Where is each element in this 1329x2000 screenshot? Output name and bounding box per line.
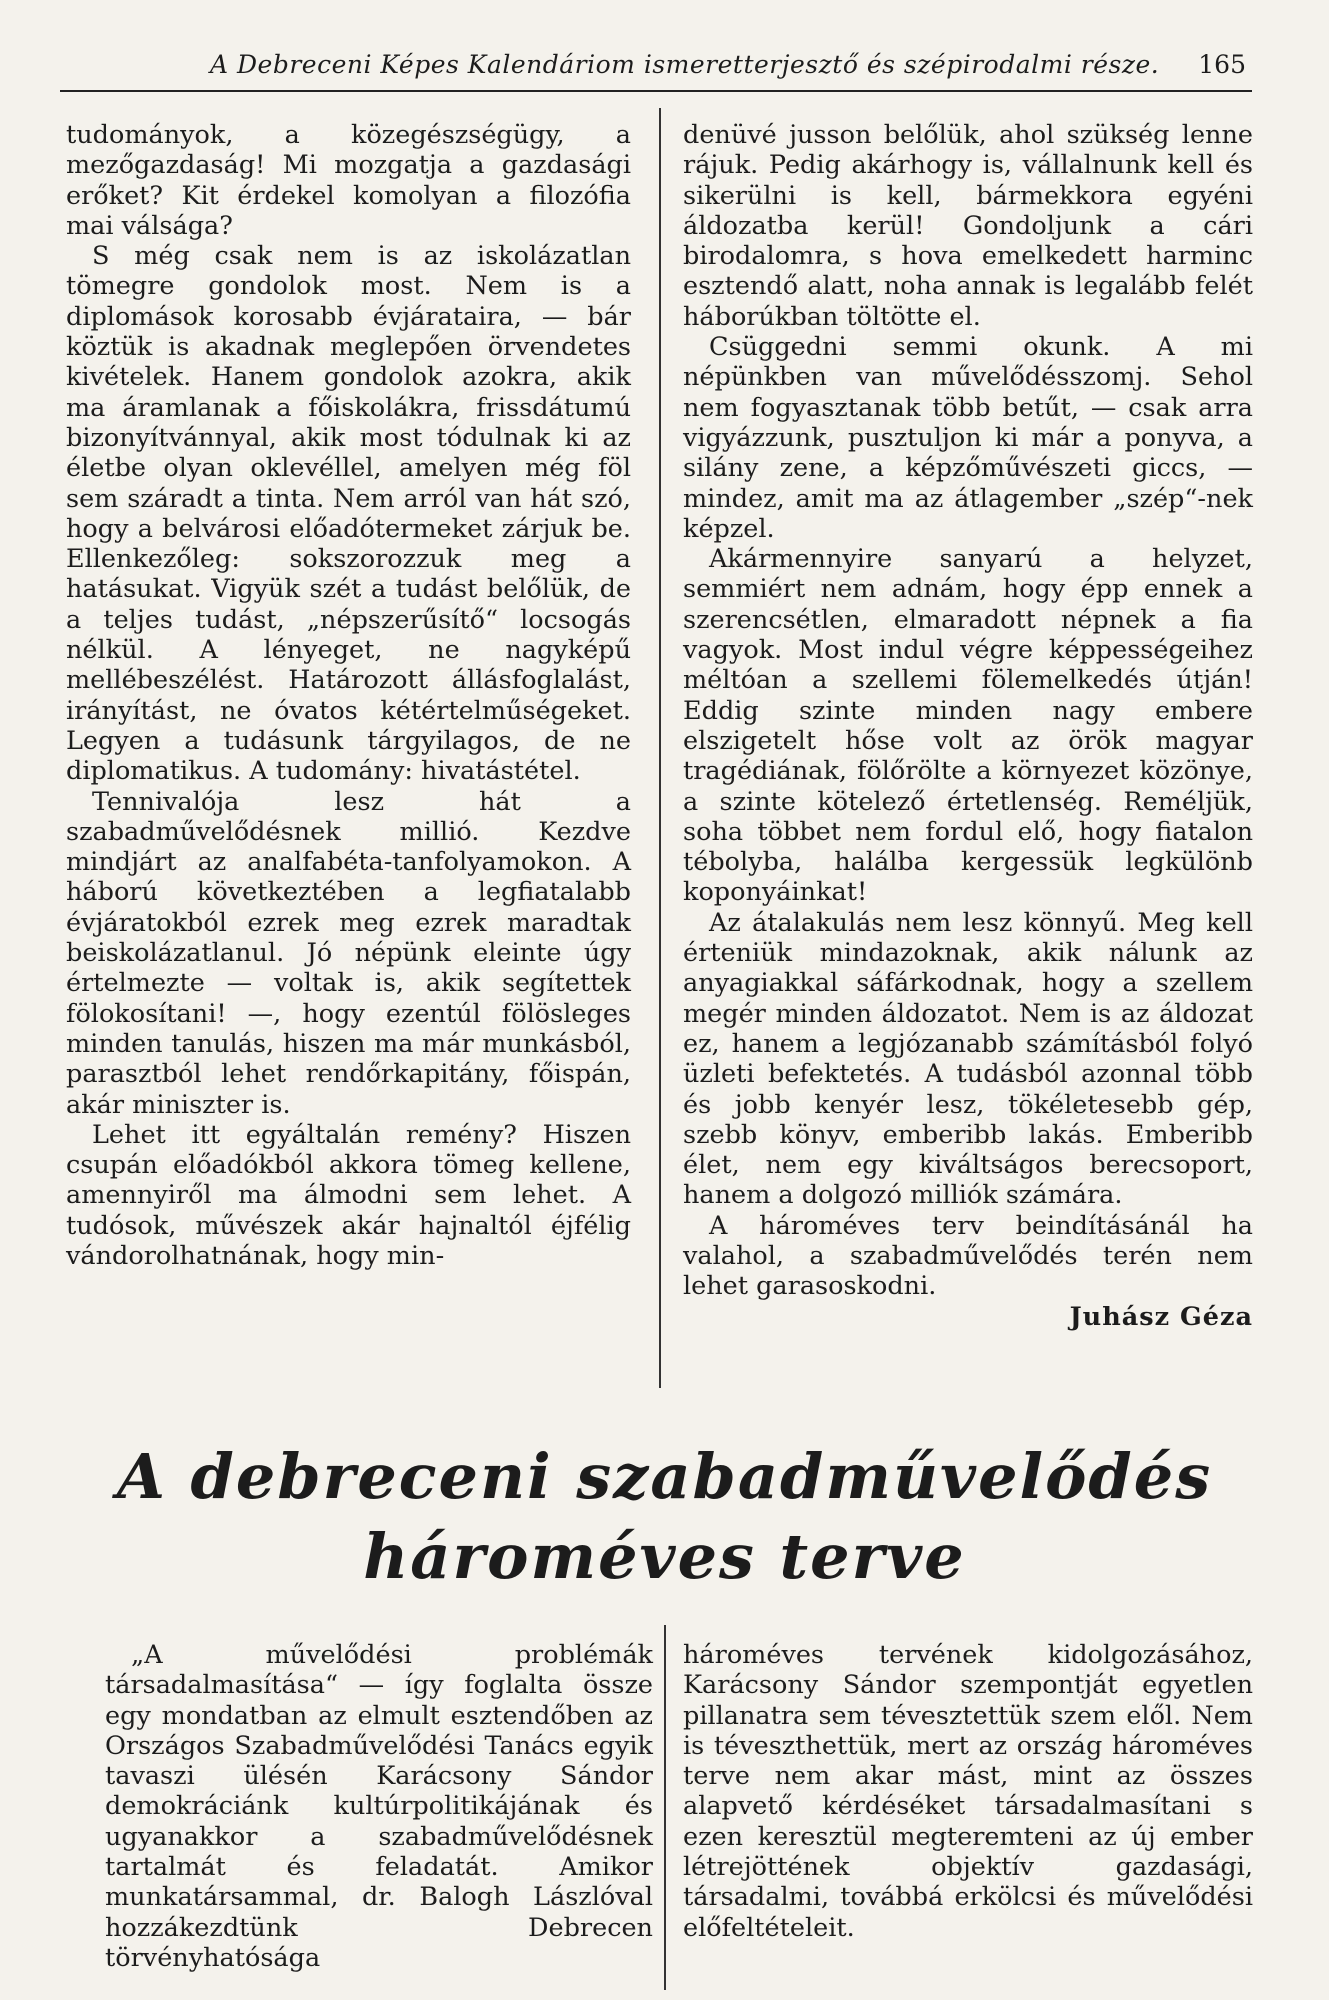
article-title-line-1: A debreceni szabadművelődés bbox=[116, 1440, 1213, 1513]
paragraph bbox=[683, 1211, 1253, 1302]
author-signature: Juhász Géza bbox=[1069, 1301, 1253, 1332]
paragraph: „A művelődési problémák társadalmasítása“ — így foglalta össze egy mondatban az elmult esztendőben az Országos Szabadművelődési Tanács egyik tavaszi ülésén Karácsony Sándor demokráciánk kultúrpolitikájának és ugyanakkor a szabadművelődésnek tartalmát és feladatát. Amikor munkatársammal, dr. Balogh Lászlóval hozzákezdtünk Debrecen törvényhatósága bbox=[105, 1640, 653, 1973]
paragraph: denüvé jusson belőlük, ahol szükség lenne rájuk. Pedig akárhogy is, vállalnunk kell és sikerülni is kell, bármekkora egyéni áldozatba kerül! Gondoljunk a cári birodalomra, s hova emelkedett harminc esztendő alatt, noha annak is legalább felét háborúkban töltötte el. bbox=[683, 120, 1253, 332]
paragraph: tudományok, a közegészségügy, a mezőgazdaság! Mi mozgatja a gazdasági erőket? Kit érdekel komolyan a filozófia mai válsága? bbox=[66, 120, 631, 241]
paragraph: Lehet itt egyáltalán remény? Hiszen csupán előadókból akkora tömeg kellene, amennyiről ma álmodni sem lehet. A tudósok, művészek akár hajnaltól éjfélig vándorolhatnának, hogy min- bbox=[66, 1119, 631, 1271]
left-column-top bbox=[66, 120, 631, 1271]
paragraph: hároméves tervének kidolgozásához, Karácsony Sándor szempontját egyetlen pillanatra sem tévesztettük szem elől. Nem is téveszthettük, mert az ország hároméves terve nem akar mást, mint az összes alapvető kérdéséket társadalmasítani s ezen keresztül megteremteni az új ember létrejöttének objektív gazdasági, társadalmi, továbbá erkölcsi és művelődési előfeltételeit. bbox=[683, 1640, 1253, 1943]
column-divider bbox=[659, 108, 661, 1388]
right-column-top bbox=[683, 120, 1253, 1332]
right-column-bottom bbox=[683, 1640, 1253, 1943]
signature-line bbox=[683, 1302, 1253, 1332]
header-rule bbox=[60, 90, 1252, 92]
paragraph: Csüggedni semmi okunk. A mi népünkben van művelődésszomj. Sehol nem fogyasztanak több betűt, — csak arra vigyázzunk, pusztuljon ki már a ponyva, a silány zene, a képzőművészeti giccs, — mindez, amit ma az átlagember „szép“-nek képzel. bbox=[683, 332, 1253, 544]
paragraph: S még csak nem is az iskolázatlan tömegre gondolok most. Nem is a diplomások korosabb évjárataira, — bár köztük is akadnak meglepően örvendetes kivételek. Hanem gondolok azokra, akik ma áramlanak a főiskolákra, frissdátumú bizonyítvánnyal, akik most tódulnak ki az életbe olyan oklevéllel, amelyen még föl sem száradt a tinta. Nem arról van hát szó, hogy a belvárosi előadótermeket zárjuk be. Ellenkezőleg: sokszorozzuk meg a hatásukat. Vigyük szét a tudást belőlük, de a teljes tudást, „népszerűsítő“ locsogás nélkül. A lényeget, ne nagyképű mellébeszélést. Határozott állásfoglalást, irányítást, ne óvatos kétértelműségeket. Legyen a tudásunk tárgyilagos, de ne diplomatikus. A tudomány: hivatástétel. bbox=[66, 241, 631, 787]
article-title-line-2: hároméves terve bbox=[363, 1520, 966, 1593]
running-header bbox=[60, 50, 1250, 86]
page-number: 165 bbox=[1198, 50, 1246, 79]
paragraph: Akármennyire sanyarú a helyzet, semmiért nem adnám, hogy épp ennek a szerencsétlen, elmaradott népnek a fia vagyok. Most indul végre képpességeihez méltóan a szellemi fölemelkedés útján! Eddig szinte minden nagy embere elszigetelt hőse volt az örök magyar tragédiának, fölőrölte a környezet közönye, a szinte kötelező értetlenség. Reméljük, soha többet nem fordul elő, hogy fiatalon tébolyba, halálba kergessük legkülönb koponyáinkat! bbox=[683, 544, 1253, 908]
left-column-bottom bbox=[105, 1640, 653, 1973]
closing-sentence: A hároméves terv beindításánál ha valahol, a szabadművelődés terén nem lehet garasoskodni. bbox=[683, 1210, 1253, 1302]
paragraph: Tennivalója lesz hát a szabadművelődésnek millió. Kezdve mindjárt az analfabéta-tanfolyamokon. A háború következtében a legfiatalabb évjáratokból ezrek meg ezrek maradtak beiskolázatlanul. Jó népünk eleinte úgy értelmezte — voltak is, akik segítettek fölokosítani! —, hogy ezentúl fölösleges minden tanulás, hiszen ma már munkásból, parasztból lehet rendőrkapitány, főispán, akár miniszter is. bbox=[66, 786, 631, 1120]
paragraph: Az átalakulás nem lesz könnyű. Meg kell érteniük mindazoknak, akik nálunk az anyagiakkal sáfárkodnak, hogy a szellem megér minden áldozatot. Nem is az áldozat ez, hanem a legjózanabb számításból folyó üzleti befektetés. A tudásból azonnal több és jobb kenyér lesz, tökéletesebb gép, szebb könyv, emberibb lakás. Emberibb élet, nem egy kiváltságos berecsoport, hanem a dolgozó milliók számára. bbox=[683, 907, 1253, 1211]
header-title: A Debreceni Képes Kalendáriom ismeretterjesztő és szépirodalmi része. bbox=[210, 50, 1160, 79]
column-divider bbox=[664, 1625, 666, 1990]
